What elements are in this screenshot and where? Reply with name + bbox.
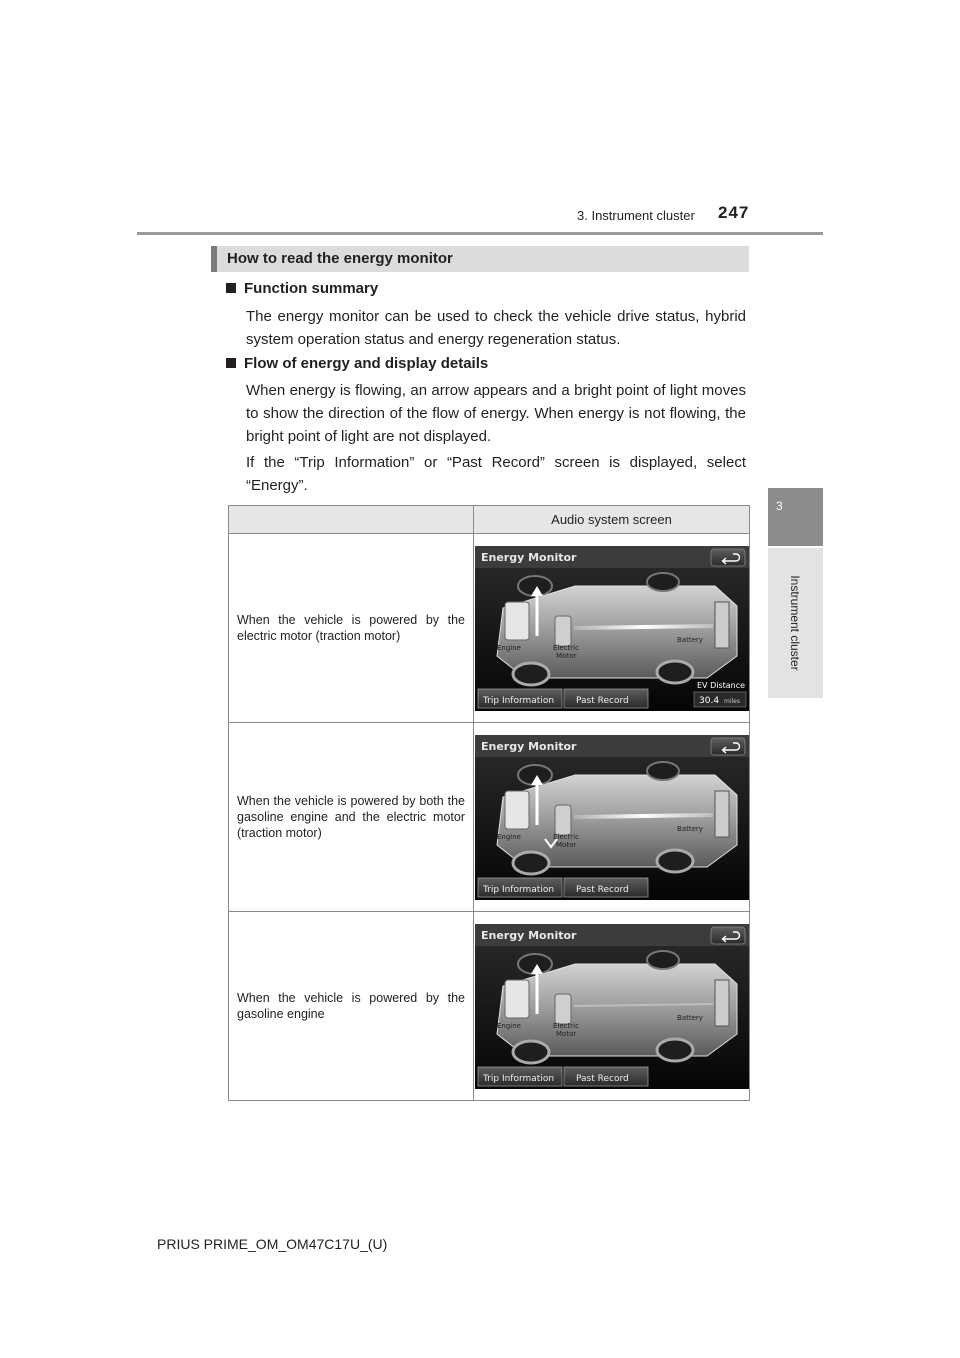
table-header-row [229, 506, 750, 534]
chapter-tab [768, 488, 823, 546]
footer-model-code: PRIUS PRIME_OM_OM47C17U_(U) [157, 1236, 388, 1252]
battery-label: Battery [676, 635, 703, 644]
trip-information-label: Trip Information [482, 884, 554, 895]
trip-information-label: Trip Information [482, 695, 554, 706]
past-record-button[interactable] [564, 689, 648, 708]
screen-image-cell [474, 912, 750, 1101]
battery-icon [715, 980, 729, 1026]
flow-instruction-text: If the “Trip Information” or “Past Record” screen is displayed, select “Energy”. [246, 454, 746, 494]
square-bullet-icon [226, 358, 236, 368]
function-summary-text: The energy monitor can be used to check the vehicle drive status, hybrid system operation status and energy regeneration status. [246, 308, 746, 348]
trip-information-button[interactable] [478, 689, 562, 708]
trip-information-label: Trip Information [482, 1073, 554, 1084]
running-header-chapter: 3. Instrument cluster [577, 208, 695, 223]
battery-label: Battery [676, 824, 703, 833]
screen-title: Energy Monitor [480, 550, 576, 564]
engine-icon [505, 791, 529, 829]
back-button[interactable] [711, 927, 745, 944]
ev-distance-panel [694, 681, 746, 707]
past-record-button[interactable] [564, 878, 648, 897]
table-row [229, 534, 750, 723]
chapter-tab-number: 3 [776, 499, 783, 513]
engine-icon [505, 602, 529, 640]
past-record-label: Past Record [575, 695, 629, 706]
back-button[interactable] [711, 549, 745, 566]
table-header-empty [229, 506, 474, 534]
table-row [229, 723, 750, 912]
screen-title: Energy Monitor [480, 928, 576, 942]
wheel-icon [647, 573, 679, 591]
chapter-side-label: Instrument cluster [788, 575, 802, 671]
vehicle-diagram [497, 762, 737, 874]
past-record-label: Past Record [575, 884, 629, 895]
table-row-description: When the vehicle is powered by the electric motor (traction motor) [229, 534, 474, 723]
wheel-icon [513, 663, 549, 685]
wheel-icon [647, 951, 679, 969]
table-row-description: When the vehicle is powered by the gasoline engine [229, 912, 474, 1101]
battery-icon [715, 791, 729, 837]
motor-icon [555, 616, 571, 646]
ev-distance-value: 30.4 [698, 695, 719, 706]
battery-label: Battery [676, 1013, 703, 1022]
vehicle-diagram [497, 951, 737, 1063]
screen-image-cell [474, 534, 750, 723]
wheel-icon [657, 1039, 693, 1061]
function-summary-heading [226, 280, 378, 297]
flow-heading [226, 355, 488, 372]
energy-flow-line [574, 815, 713, 817]
engine-icon [505, 980, 529, 1018]
battery-icon [715, 602, 729, 648]
energy-monitor-screen [475, 735, 749, 900]
motor-label: Electric [552, 643, 579, 652]
energy-monitor-screen [475, 924, 749, 1089]
table-row [229, 912, 750, 1101]
ev-distance-unit: miles [723, 697, 740, 705]
energy-monitor-screen [475, 546, 749, 711]
motor-label: Electric [552, 1021, 579, 1030]
ev-distance-label: EV Distance [696, 680, 745, 690]
vehicle-diagram [497, 573, 737, 685]
table-row-description: When the vehicle is powered by both the gasoline engine and the electric motor (traction motor) [229, 723, 474, 912]
flow-heading-text: Flow of energy and display details [244, 355, 489, 372]
square-bullet-icon [226, 283, 236, 293]
past-record-button[interactable] [564, 1067, 648, 1086]
trip-information-button[interactable] [478, 1067, 562, 1086]
wheel-icon [513, 1041, 549, 1063]
flow-text: When energy is flowing, an arrow appears and a bright point of light moves to show the direction of the flow of energy. When energy is not flowing, the bright point of light are not displayed. [246, 382, 746, 445]
screen-image-cell [474, 723, 750, 912]
back-button[interactable] [711, 738, 745, 755]
past-record-label: Past Record [575, 1073, 629, 1084]
wheel-icon [513, 852, 549, 874]
engine-label: Engine [496, 1021, 521, 1030]
energy-monitor-table [228, 505, 750, 1101]
wheel-icon [647, 762, 679, 780]
energy-flow-line [574, 626, 713, 628]
wheel-icon [657, 661, 693, 683]
motor-label: Motor [555, 651, 576, 660]
motor-label: Motor [555, 1029, 576, 1038]
screen-title: Energy Monitor [480, 739, 576, 753]
motor-label: Electric [552, 832, 579, 841]
motor-label: Motor [555, 840, 576, 849]
wheel-icon [657, 850, 693, 872]
header-divider [137, 232, 823, 235]
engine-label: Engine [496, 643, 521, 652]
motor-icon [555, 805, 571, 835]
engine-label: Engine [496, 832, 521, 841]
section-title-bar [211, 246, 749, 272]
section-title: How to read the energy monitor [227, 250, 453, 267]
motor-icon [555, 994, 571, 1024]
trip-information-button[interactable] [478, 878, 562, 897]
table-header-audio-screen: Audio system screen [474, 506, 750, 534]
function-summary-heading-text: Function summary [244, 280, 379, 297]
page-number: 247 [718, 203, 750, 222]
